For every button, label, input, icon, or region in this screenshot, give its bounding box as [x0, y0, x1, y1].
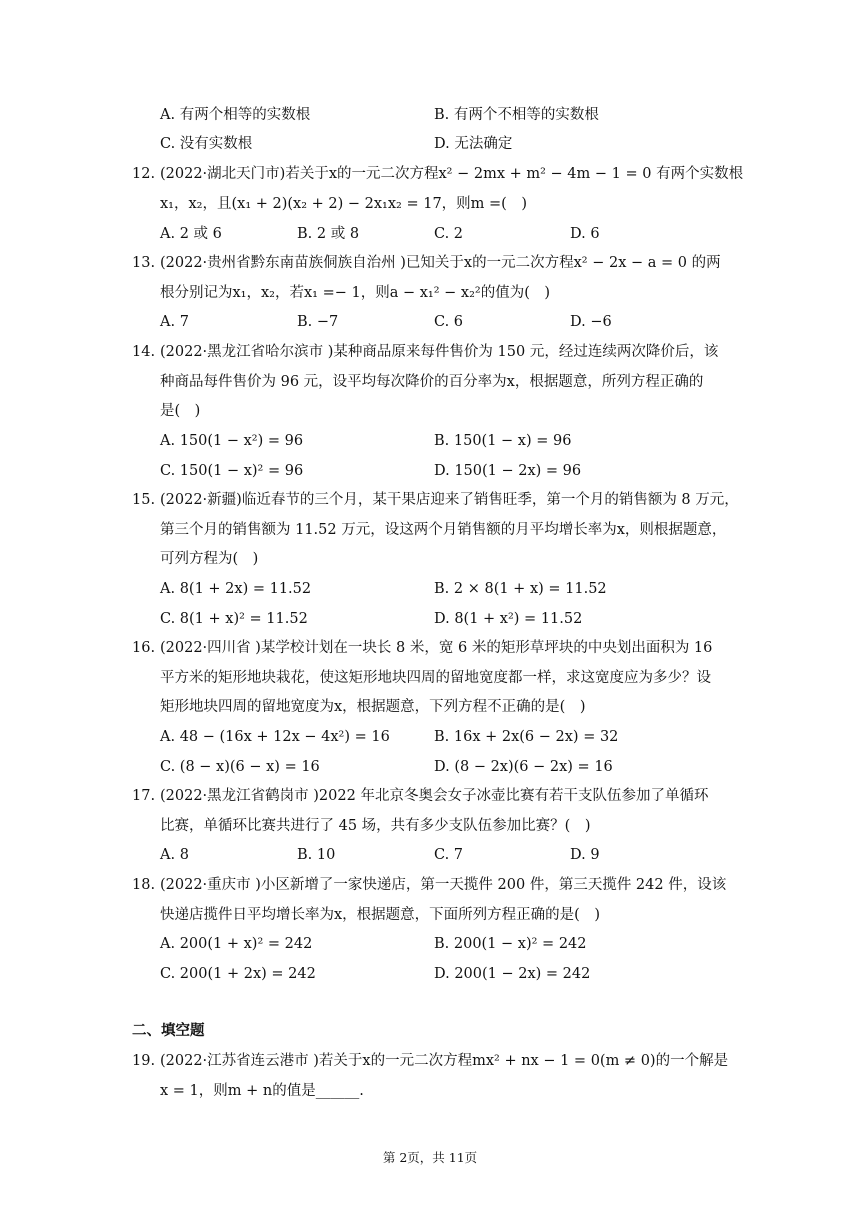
question-text-line: 快递店揽件日平均增长率为x，根据题意，下面所列方程正确的是( ) — [160, 907, 600, 923]
option-a: A. 8(1 + 2x) = 11.52 — [160, 581, 312, 597]
option-a: A. 有两个相等的实数根 — [160, 107, 311, 123]
question-text-line: (2022·四川省 )某学校计划在一块长 8 米，宽 6 米的矩形草坪块的中央划出面积为 16 — [160, 640, 713, 656]
option-c: C. 8(1 + x)² = 11.52 — [160, 611, 308, 627]
question-text-line: 第三个月的销售额为 11.52 万元，设这两个月销售额的月平均增长率为x，则根据题意， — [160, 522, 727, 538]
question-text-line: 矩形地块四周的留地宽度为x，根据题意，下列方程不正确的是( ) — [160, 699, 586, 715]
question-text-line: 种商品每件售价为 96 元，设平均每次降价的百分率为x，根据题意，所列方程正确的 — [160, 374, 704, 390]
question-text-line: (2022·黑龙江省鹤岗市 )2022 年北京冬奥会女子冰壶比赛有若干支队伍参加了单循环 — [160, 788, 709, 804]
option-a: A. 200(1 + x)² = 242 — [160, 936, 313, 952]
option-b: B. 16x + 2x(6 − 2x) = 32 — [434, 729, 619, 745]
question-number: 16. — [132, 640, 156, 656]
option-b: B. 200(1 − x)² = 242 — [434, 936, 587, 952]
question-text-line: (2022·贵州省黔东南苗族侗族自治州 )已知关于x的一元二次方程x² − 2x − a = 0 的两 — [160, 255, 721, 271]
question-number: 17. — [132, 788, 156, 804]
question-text-line: 比赛，单循环比赛共进行了 45 场，共有多少支队伍参加比赛？( ) — [160, 818, 591, 834]
option-c: C. 6 — [434, 314, 464, 330]
option-d: D. 8(1 + x²) = 11.52 — [434, 611, 583, 627]
question-text-line: (2022·黑龙江省哈尔滨市 )某种商品原来每件售价为 150 元，经过连续两次降价后，该 — [160, 344, 719, 360]
question-text-line: (2022·重庆市 )小区新增了一家快递店，第一天揽件 200 件，第三天揽件 242 件，设该 — [160, 877, 727, 893]
question-number: 13. — [132, 255, 156, 271]
question-text-line: x = 1，则m + n的值是______. — [160, 1083, 364, 1099]
page-footer: 第 2页，共 11页 — [382, 1150, 478, 1165]
question-number: 14. — [132, 344, 156, 360]
question-number: 12. — [132, 166, 156, 182]
question-text-line: (2022·江苏省连云港市 )若关于x的一元二次方程mx² + nx − 1 = 0(m ≠ 0)的一个解是 — [160, 1053, 729, 1069]
option-c: C. 2 — [434, 226, 464, 242]
question-text-line: 平方米的矩形地块栽花，使这矩形地块四周的留地宽度都一样，求这宽度应为多少？设 — [160, 670, 711, 686]
question-text-line: 可列方程为( ) — [160, 551, 259, 567]
option-c: C. 200(1 + 2x) = 242 — [160, 966, 316, 982]
question-number: 19. — [132, 1053, 156, 1069]
option-d: D. −6 — [570, 314, 612, 330]
option-b: B. 有两个不相等的实数根 — [434, 107, 599, 123]
option-b: B. 2 × 8(1 + x) = 11.52 — [434, 581, 607, 597]
option-d: D. 150(1 − 2x) = 96 — [434, 463, 582, 479]
option-d: D. 6 — [570, 226, 600, 242]
option-a: A. 48 − (16x + 12x − 4x²) = 16 — [160, 729, 390, 745]
option-a: A. 2 或 6 — [160, 226, 222, 242]
option-d: D. 无法确定 — [434, 136, 513, 152]
option-c: C. 150(1 − x)² = 96 — [160, 463, 304, 479]
option-c: C. 7 — [434, 847, 464, 863]
question-text-line: x₁，x₂，且(x₁ + 2)(x₂ + 2) − 2x₁x₂ = 17，则m =( ) — [160, 196, 527, 212]
option-b: B. 10 — [297, 847, 336, 863]
question-text-line: 根分别记为x₁，x₂，若x₁ =− 1，则a − x₁² − x₂²的值为( ) — [160, 285, 551, 301]
option-c: C. 没有实数根 — [160, 136, 253, 152]
section-heading: 二、填空题 — [132, 1022, 205, 1039]
option-d: D. 9 — [570, 847, 600, 863]
option-a: A. 150(1 − x²) = 96 — [160, 433, 304, 449]
question-number: 18. — [132, 877, 156, 893]
option-d: D. 200(1 − 2x) = 242 — [434, 966, 591, 982]
option-b: B. 2 或 8 — [297, 226, 360, 242]
question-text-line: 是( ) — [160, 403, 201, 419]
option-d: D. (8 − 2x)(6 − 2x) = 16 — [434, 759, 613, 775]
option-c: C. (8 − x)(6 − x) = 16 — [160, 759, 320, 775]
option-b: B. 150(1 − x) = 96 — [434, 433, 572, 449]
option-a: A. 7 — [160, 314, 189, 330]
question-text-line: (2022·湖北天门市)若关于x的一元二次方程x² − 2mx + m² − 4m − 1 = 0 有两个实数根 — [160, 166, 744, 182]
question-number: 15. — [132, 492, 156, 508]
option-a: A. 8 — [160, 847, 189, 863]
question-text-line: (2022·新疆)临近春节的三个月，某干果店迎来了销售旺季，第一个月的销售额为 8 万元， — [160, 492, 739, 508]
option-b: B. −7 — [297, 314, 339, 330]
